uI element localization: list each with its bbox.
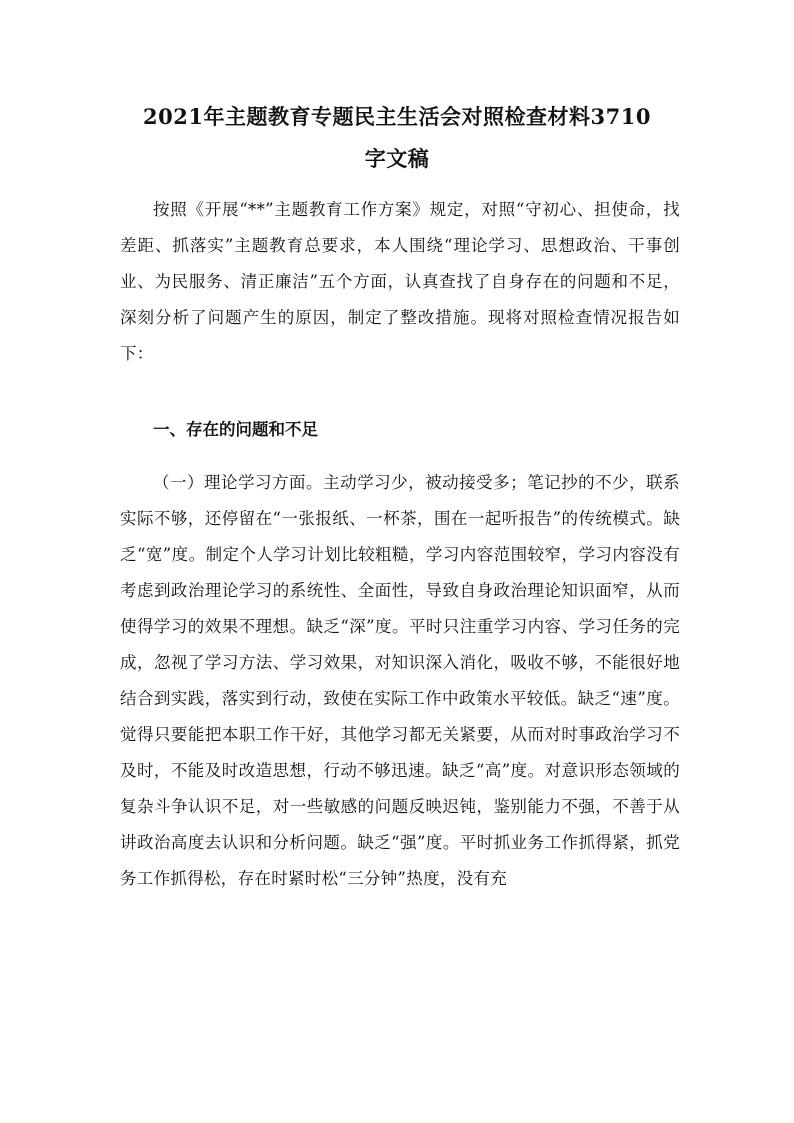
section-heading-1: 一、存在的问题和不足 [153, 420, 318, 439]
document-title-line-1: 2021年主题教育专题民主生活会对照检查材料3710 [143, 104, 651, 129]
section-1-paragraph: （一）理论学习方面。主动学习少，被动接受多；笔记抄的不少，联系实际不够，还停留在“一张报纸、一杯茶，围在一起听报告”的传统模式。缺乏“宽”度。制定个人学习计划比较粗糙，学习内容范围较窄，学习内容没有考虑到政治理论学习的系统性、全面性，导致自身政治理论知识面窄，从而使得学习的效果不理想。缺乏“深”度。平时只注重学习内容、学习任务的完成，忽视了学习方法、学习效果，对知识深入消化，吸收不够，不能很好地结合到实践，落实到行动，致使在实际工作中政策水平较低。缺乏“速”度。觉得只要能把本职工作干好，其他学习都无关紧要，从而对时事政治学习不及时，不能及时改造思想，行动不够迅速。缺乏“高”度。对意识形态领域的复杂斗争认识不足，对一些敏感的问题反映迟钝，鉴别能力不强，不善于从讲政治高度去认识和分析问题。缺乏“强”度。平时抓业务工作抓得紧，抓党务工作抓得松，存在时紧时松“三分钟”热度，没有充 [120, 473, 680, 888]
document-title-line-2: 字文稿 [364, 146, 430, 171]
intro-paragraph: 按照《开展“**”主题教育工作方案》规定，对照“守初心、担使命，找差距、抓落实”主题教育总要求，本人围绕“理论学习、思想政治、干事创业、为民服务、清正廉洁”五个方面，认真查找了自身存在的问题和不足，深刻分析了问题产生的原因，制定了整改措施。现将对照检查情况报告如下： [120, 200, 680, 363]
